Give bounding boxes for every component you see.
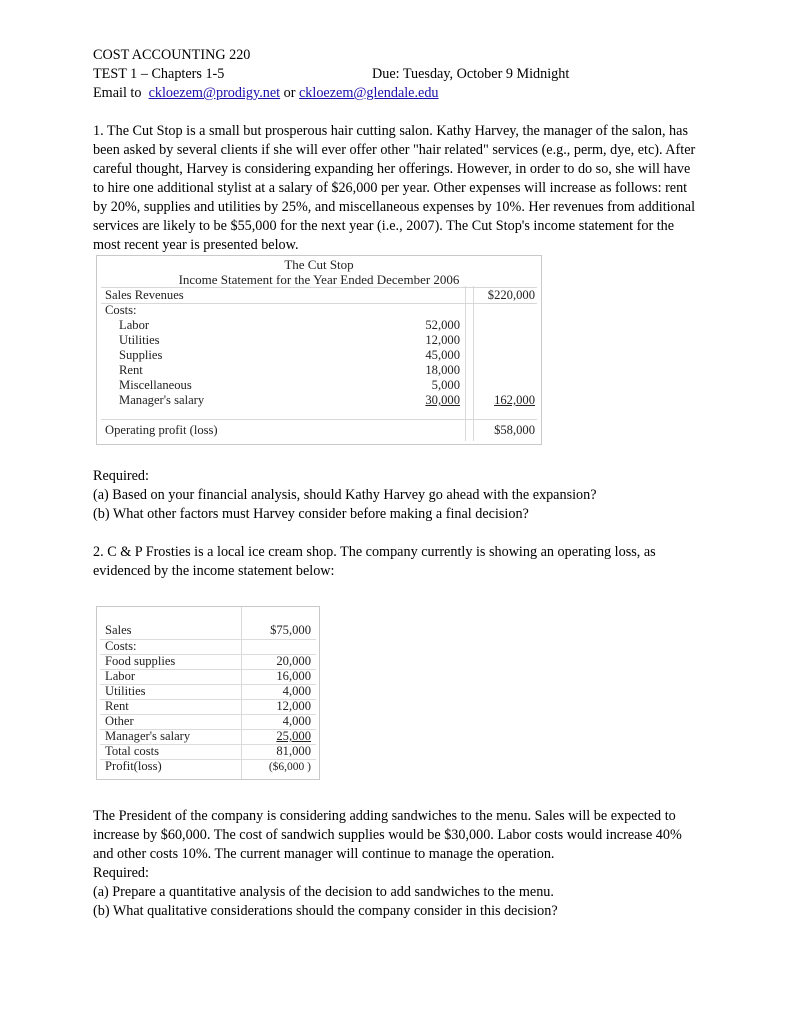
table1-row-value: 12,000 xyxy=(425,333,460,347)
email-link-prodigy[interactable]: ckloezem@prodigy.net xyxy=(148,85,281,101)
table1-total-costs: 162,000 xyxy=(494,393,535,407)
table2-row-label: Rent xyxy=(105,699,129,713)
table2-row-value: ($6,000 ) xyxy=(268,761,311,773)
table2-row-label: Total costs xyxy=(105,744,160,758)
table2-row-value: 4,000 xyxy=(282,714,311,728)
table2-row-label: Profit(loss) xyxy=(105,759,162,773)
q1-required-a: (a) Based on your financial analysis, should Kathy Harvey go ahead with the expansion? xyxy=(93,487,597,503)
table1-row-label: Rent xyxy=(119,363,143,377)
table2-costs-label: Costs: xyxy=(105,639,137,653)
table1-row-value: 52,000 xyxy=(425,318,460,332)
table2-row-value: 12,000 xyxy=(276,699,311,713)
table1-row-label: Manager's salary xyxy=(119,393,205,407)
email-prefix: Email to xyxy=(93,85,142,101)
table1-title: The Cut Stop xyxy=(284,257,354,272)
table1-sales-value: $220,000 xyxy=(487,288,535,302)
table1-profit-label: Operating profit (loss) xyxy=(105,423,218,437)
table2-row-value: 4,000 xyxy=(282,684,311,698)
table2-row-label: Other xyxy=(105,714,134,728)
course-title: COST ACCOUNTING 220 xyxy=(93,47,251,63)
question-2-followup: The President of the company is considering adding sandwiches to the menu. Sales will be expected to increase by $60,000. The cost of sandwich supplies would be $30,000. Labor costs would increase 40% and other costs 10%. The current manager will continue to manage the operation. xyxy=(93,808,682,862)
cut-stop-income-statement xyxy=(96,255,542,445)
table2-row-value: 16,000 xyxy=(276,669,311,683)
table1-profit-value: $58,000 xyxy=(494,423,535,437)
table2-row-label: Manager's salary xyxy=(105,729,191,743)
table2-row-value: 20,000 xyxy=(276,654,311,668)
question-1-text: 1. The Cut Stop is a small but prosperous hair cutting salon. Kathy Harvey, the manager of the salon, has been asked by several clients if she will ever offer other "hair related" services (e.g., perm, dye, etc). After careful thought, Harvey is considering expanding her offerings. However, in order to do so, she will have to hire one additional stylist at a salary of $26,000 per year. Other expenses will increase as follows: rent by 20%, supplies and utilities by 25%, and miscellaneous expenses by 10%. Her revenues from additional services are likely to be $55,000 for the next year (i.e., 2007). The Cut Stop's income statement for the most recent year is presented below. xyxy=(93,123,696,253)
table1-row-label: Supplies xyxy=(119,348,163,362)
q1-required-b: (b) What other factors must Harvey consider before making a final decision? xyxy=(93,506,529,522)
table2-row-label: Labor xyxy=(105,669,136,683)
test-title: TEST 1 – Chapters 1-5 xyxy=(93,66,225,82)
frosties-income-statement xyxy=(96,606,320,780)
table1-row-value: 45,000 xyxy=(425,348,460,362)
table1-row-label: Miscellaneous xyxy=(119,378,192,392)
table2-sales-label: Sales xyxy=(105,623,132,637)
table1-subtitle: Income Statement for the Year Ended December 2006 xyxy=(178,272,460,287)
table2-row-label: Food supplies xyxy=(105,654,176,668)
question-2-text: 2. C & P Frosties is a local ice cream shop. The company currently is showing an operating loss, as evidenced by the income statement below: xyxy=(93,544,656,579)
q2-required-a: (a) Prepare a quantitative analysis of the decision to add sandwiches to the menu. xyxy=(93,884,554,900)
table2-sales-value: $75,000 xyxy=(270,623,311,637)
table1-row-value: 18,000 xyxy=(425,363,460,377)
q1-required-label: Required: xyxy=(93,468,149,484)
table2-row-label: Utilities xyxy=(105,684,146,698)
table1-row-value: 5,000 xyxy=(431,378,460,392)
table1-row-label: Labor xyxy=(119,318,150,332)
table1-sales-label: Sales Revenues xyxy=(105,288,184,302)
q2-required-b: (b) What qualitative considerations should the company consider in this decision? xyxy=(93,903,558,919)
email-link-glendale[interactable]: ckloezem@glendale.edu xyxy=(299,85,439,101)
table1-row-label: Utilities xyxy=(119,333,160,347)
email-line xyxy=(93,84,439,103)
table1-row-value: 30,000 xyxy=(425,393,460,407)
table2-row-value: 25,000 xyxy=(276,729,311,743)
email-or: or xyxy=(283,85,296,101)
due-date: Due: Tuesday, October 9 Midnight xyxy=(372,66,570,82)
table2-row-value: 81,000 xyxy=(276,744,311,758)
table1-costs-label: Costs: xyxy=(105,303,137,317)
q2-required-label: Required: xyxy=(93,865,149,881)
